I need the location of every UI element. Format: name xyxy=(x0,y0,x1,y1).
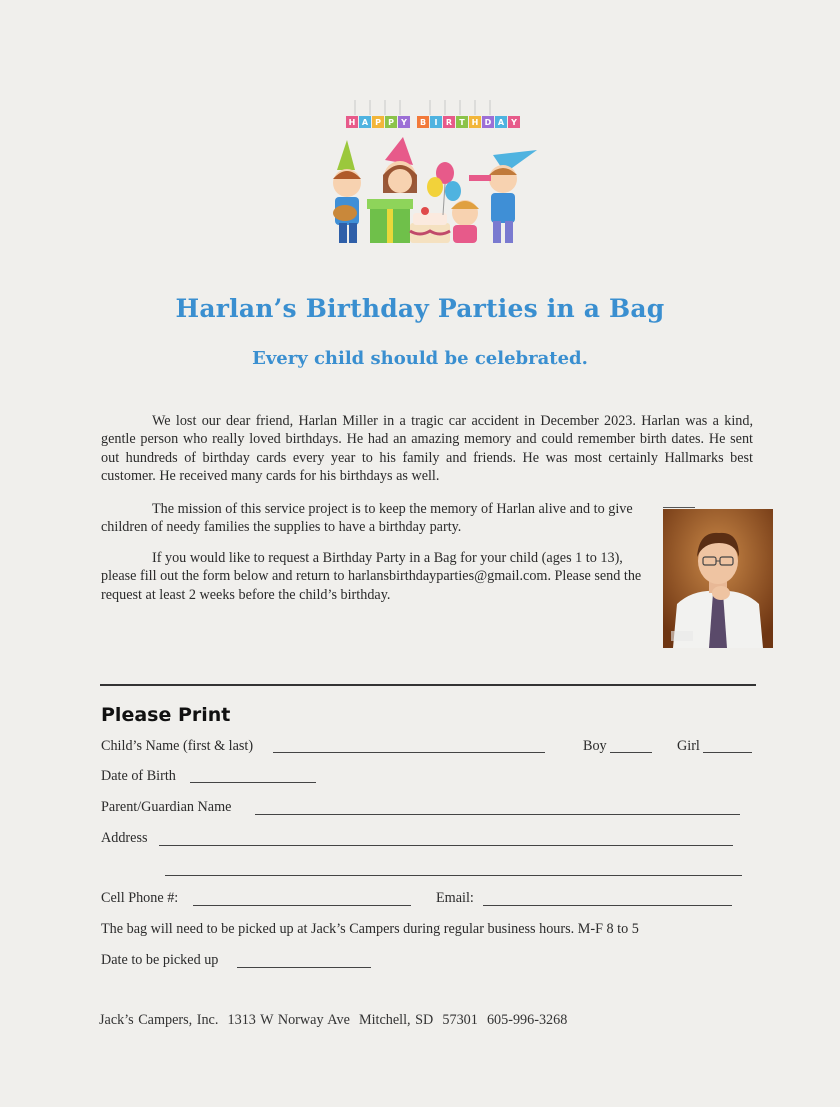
child-name-label: Child’s Name (first & last) xyxy=(101,738,254,754)
child-name-field[interactable] xyxy=(273,752,545,753)
page-title: Harlan’s Birthday Parties in a Bag xyxy=(175,294,665,323)
photo-top-rule xyxy=(663,507,695,508)
svg-text:A: A xyxy=(361,118,369,127)
svg-text:R: R xyxy=(445,118,453,127)
intro-paragraph xyxy=(101,412,753,485)
phone-label: Cell Phone #: xyxy=(101,890,179,906)
address-label: Address xyxy=(101,830,148,846)
girl-label: Girl xyxy=(677,738,700,754)
birthday-kids-illustration xyxy=(325,95,540,255)
svg-text:A: A xyxy=(497,118,505,127)
harlan-portrait-photo xyxy=(663,509,773,648)
svg-text:D: D xyxy=(484,118,492,127)
boy-field[interactable] xyxy=(610,752,652,753)
svg-text:P: P xyxy=(388,118,394,127)
portrait-image xyxy=(663,509,773,648)
boy-label: Boy xyxy=(583,738,607,754)
pickup-note: The bag will need to be picked up at Jack’s Campers during regular business hours. M-F 8 to 5 xyxy=(101,921,639,937)
svg-text:Y: Y xyxy=(511,118,517,127)
parent-field[interactable] xyxy=(255,814,740,815)
svg-text:T: T xyxy=(459,118,465,127)
mission-text: The mission of this service project is to keep the memory of Harlan alive and to give children of needy families the supplies to have a birthday party. xyxy=(101,501,633,536)
email-label: Email: xyxy=(436,890,474,906)
dob-label: Date of Birth xyxy=(101,768,176,784)
svg-text:H: H xyxy=(471,118,479,127)
parent-label: Parent/Guardian Name xyxy=(101,799,232,815)
svg-text:B: B xyxy=(419,118,427,127)
pickup-date-label: Date to be picked up xyxy=(101,952,219,968)
section-divider xyxy=(100,684,756,686)
request-paragraph xyxy=(101,549,653,604)
address-field-line1[interactable] xyxy=(159,845,733,846)
email-field[interactable] xyxy=(483,905,732,906)
intro-text: We lost our dear friend, Harlan Miller in a tragic car accident in December 2023. Harlan was a kind, gentle person who really loved birthdays. He had an amazing memory and could remember birth dates. He sent out hundreds of birthday cards every year to his family and friends. He was most certainly Hallmarks best customer. He received many cards for his birthdays as well. xyxy=(101,413,753,484)
girl-field[interactable] xyxy=(703,752,752,753)
birthday-party-image xyxy=(325,95,540,255)
svg-text:P: P xyxy=(375,118,381,127)
phone-field[interactable] xyxy=(193,905,411,906)
form-heading: Please Print xyxy=(101,704,231,726)
pickup-date-field[interactable] xyxy=(237,967,371,968)
request-text: If you would like to request a Birthday Party in a Bag for your child (ages 1 to 13), please fill out the form below and return to harlansbirthdayparties@gmail.com. Please send the request at least 2 weeks before the child’s birthday. xyxy=(101,550,642,603)
dob-field[interactable] xyxy=(190,782,316,783)
footer-address: Jack’s Campers, Inc. 1313 W Norway Ave Mitchell, SD 57301 605-996-3268 xyxy=(99,1012,568,1028)
mission-paragraph xyxy=(101,500,653,537)
svg-text:H: H xyxy=(348,118,356,127)
address-field-line2[interactable] xyxy=(165,875,742,876)
svg-text:I: I xyxy=(434,118,438,127)
svg-text:Y: Y xyxy=(401,118,407,127)
page-subtitle: Every child should be celebrated. xyxy=(252,348,588,369)
